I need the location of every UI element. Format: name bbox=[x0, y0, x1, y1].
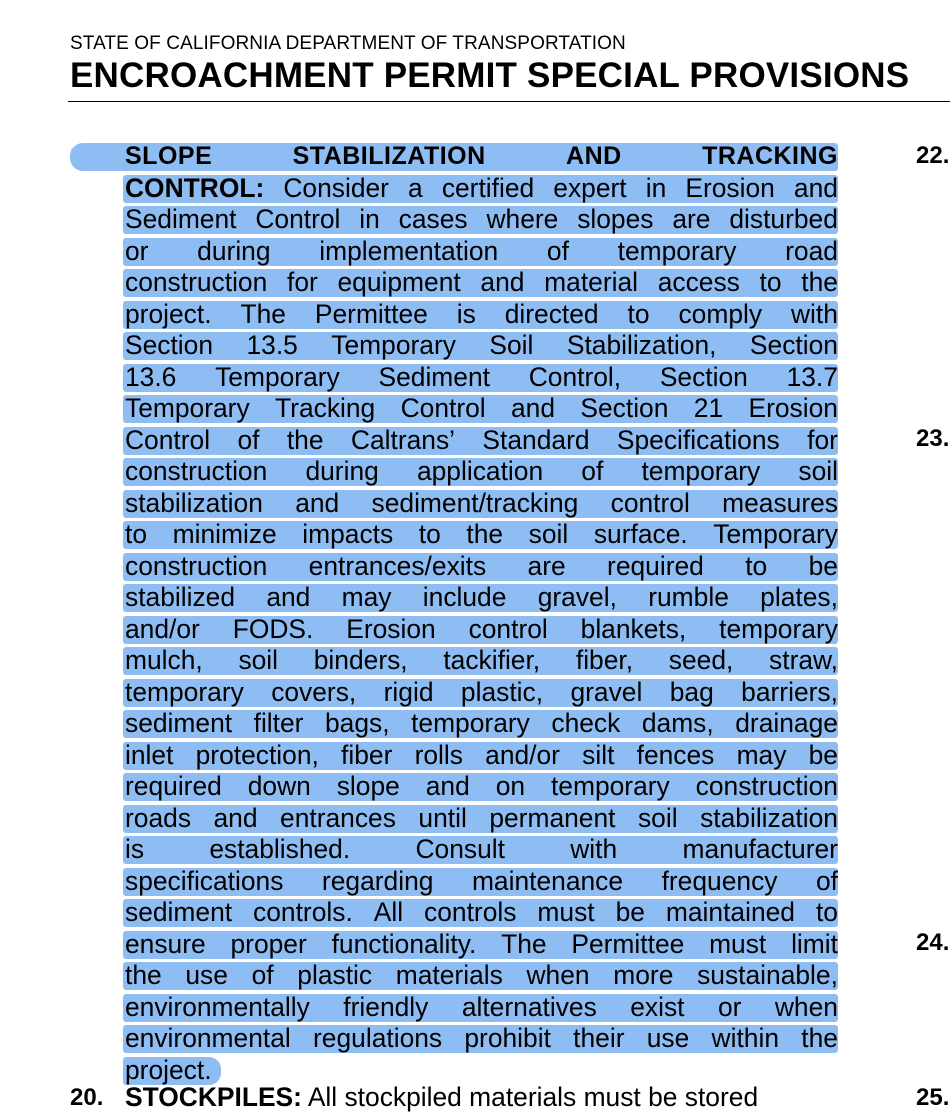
word: sediment bbox=[125, 897, 233, 927]
item-19-heading-line bbox=[125, 141, 838, 173]
word: plastic bbox=[297, 960, 373, 990]
word: Caltrans’ bbox=[350, 424, 456, 455]
item-19-body-line bbox=[125, 771, 838, 803]
word: access bbox=[657, 267, 740, 297]
line-text bbox=[125, 425, 838, 457]
word: Specifications bbox=[616, 424, 780, 455]
word: to bbox=[759, 267, 782, 297]
item-19-body-line bbox=[125, 960, 838, 992]
word: certified bbox=[441, 172, 535, 203]
line-text bbox=[125, 299, 838, 331]
item-19-body-line bbox=[125, 582, 838, 614]
word: more bbox=[613, 960, 674, 990]
word: All bbox=[373, 897, 404, 927]
item-19-body-line bbox=[125, 267, 838, 299]
word: is bbox=[125, 834, 145, 864]
item-19-body-line bbox=[125, 393, 838, 425]
word: or bbox=[125, 235, 149, 266]
word: the bbox=[286, 424, 324, 455]
item-19-body-line bbox=[125, 330, 838, 362]
word: are bbox=[527, 550, 566, 581]
word: STABILIZATION bbox=[292, 142, 486, 170]
word: maintenance bbox=[471, 865, 624, 896]
word: friendly bbox=[343, 991, 429, 1022]
word: and/or bbox=[125, 613, 200, 644]
word: the bbox=[801, 267, 838, 297]
word: must bbox=[537, 897, 595, 927]
word: Sediment bbox=[378, 361, 490, 392]
line-text bbox=[125, 362, 838, 394]
word: may bbox=[341, 582, 392, 612]
line-text bbox=[125, 519, 838, 551]
item-20-paragraph[interactable] bbox=[125, 1082, 838, 1114]
item-19-body-line bbox=[125, 929, 838, 961]
word: to bbox=[418, 519, 441, 549]
word: frequency bbox=[661, 865, 778, 896]
word: rigid bbox=[383, 676, 434, 707]
header-divider bbox=[68, 101, 950, 102]
word: slope bbox=[336, 771, 400, 801]
word: controls. bbox=[253, 897, 353, 927]
word: bag bbox=[669, 676, 714, 707]
word: minimize bbox=[172, 519, 277, 549]
word: use bbox=[185, 960, 228, 990]
word: construction bbox=[695, 771, 838, 801]
word: stabilization bbox=[125, 487, 263, 518]
line-text bbox=[125, 267, 838, 299]
word: Soil bbox=[489, 330, 534, 360]
line-text bbox=[125, 204, 838, 236]
word: rumble bbox=[648, 582, 729, 612]
word: soil bbox=[238, 645, 279, 675]
word: Erosion bbox=[346, 613, 436, 644]
line-text bbox=[125, 897, 838, 929]
word: measures bbox=[722, 487, 838, 518]
word: 13.7 bbox=[786, 361, 838, 392]
word: Section bbox=[659, 361, 748, 392]
line-text bbox=[125, 708, 838, 740]
word: mulch, bbox=[125, 645, 203, 675]
word: Section bbox=[749, 330, 838, 360]
word: of bbox=[251, 960, 274, 990]
word: SLOPE bbox=[125, 142, 213, 170]
word: temporary bbox=[641, 456, 761, 486]
item-19-body-line bbox=[125, 803, 838, 835]
item-19-body-line bbox=[125, 992, 838, 1024]
word: environmental bbox=[125, 1023, 291, 1053]
line-text bbox=[125, 645, 838, 677]
word: soil bbox=[798, 456, 838, 486]
word: cases bbox=[398, 204, 468, 234]
word: Control bbox=[255, 204, 341, 234]
word: equipment bbox=[337, 267, 461, 297]
word: must bbox=[709, 928, 767, 959]
word: where bbox=[486, 204, 559, 234]
item-19-body-line bbox=[125, 362, 838, 394]
right-column-number-22: 22. bbox=[916, 142, 950, 169]
word: controls bbox=[424, 897, 517, 927]
word: during bbox=[305, 456, 379, 486]
word: soil bbox=[528, 519, 569, 549]
word: and bbox=[213, 802, 258, 833]
word: rolls bbox=[414, 739, 463, 770]
word: Permittee bbox=[571, 928, 685, 959]
word: protection, bbox=[195, 739, 319, 770]
item-20-text: All stockpiled materials must be stored bbox=[301, 1082, 759, 1112]
right-column-number-23: 23. bbox=[916, 425, 950, 452]
word: for bbox=[807, 424, 838, 455]
item-19-body-line bbox=[125, 551, 838, 583]
word: is bbox=[456, 298, 476, 329]
word: be bbox=[808, 739, 838, 770]
word: material bbox=[544, 267, 639, 297]
word: application bbox=[416, 456, 544, 486]
word: environmentally bbox=[125, 991, 310, 1022]
word: straw, bbox=[769, 645, 838, 675]
word: implementation bbox=[319, 235, 499, 266]
word: use bbox=[646, 1023, 690, 1053]
item-19-paragraph[interactable] bbox=[125, 141, 838, 1086]
word: Control bbox=[400, 393, 486, 423]
line-text bbox=[125, 866, 838, 898]
word: regarding bbox=[321, 865, 434, 896]
word: directed bbox=[504, 298, 599, 329]
word: established. bbox=[209, 834, 351, 864]
word: Temporary bbox=[215, 361, 340, 392]
item-19-body-line bbox=[125, 425, 838, 457]
right-column-number-24: 24. bbox=[916, 929, 950, 956]
word: fences bbox=[636, 739, 715, 770]
word: The bbox=[240, 298, 286, 329]
word: comply bbox=[678, 298, 763, 329]
word: sustainable, bbox=[697, 960, 838, 990]
item-19-body-line bbox=[125, 299, 838, 331]
item-19-body-line bbox=[125, 897, 838, 929]
word: of bbox=[237, 424, 260, 455]
word: slopes bbox=[577, 204, 654, 234]
word: barriers, bbox=[741, 676, 838, 707]
word: the bbox=[125, 960, 162, 990]
word: road bbox=[785, 235, 838, 266]
word: sediment/tracking bbox=[371, 487, 579, 518]
item-19-body-line bbox=[125, 173, 838, 205]
word: their bbox=[573, 1023, 625, 1053]
word: project. bbox=[125, 298, 212, 329]
word: required bbox=[125, 771, 222, 801]
line-text bbox=[125, 456, 838, 488]
word: binders, bbox=[313, 645, 408, 675]
word: roads bbox=[125, 802, 192, 833]
word: entrances bbox=[280, 802, 396, 833]
word: The bbox=[501, 928, 547, 959]
line-text bbox=[125, 1023, 838, 1055]
word: when bbox=[526, 960, 590, 990]
item-20-number: 20. bbox=[70, 1084, 104, 1111]
word: a bbox=[408, 172, 423, 203]
item-19-body-line bbox=[125, 740, 838, 772]
word: construction bbox=[125, 267, 268, 297]
word: silt bbox=[582, 739, 615, 770]
line-text bbox=[125, 330, 838, 362]
word: covers, bbox=[271, 676, 357, 707]
word: prohibit bbox=[464, 1023, 551, 1053]
word: to bbox=[815, 897, 838, 927]
word: drainage bbox=[735, 708, 838, 738]
word: Section bbox=[125, 330, 214, 360]
item-19-body-line bbox=[125, 488, 838, 520]
word: filter bbox=[253, 708, 304, 738]
word: the bbox=[801, 1023, 838, 1053]
item-19-body-line bbox=[125, 708, 838, 740]
word: limit bbox=[791, 928, 838, 959]
word: sediment bbox=[125, 708, 233, 738]
word: and bbox=[511, 393, 556, 423]
item-19-body-line bbox=[125, 519, 838, 551]
word: Consult bbox=[415, 834, 505, 864]
word: temporary bbox=[125, 676, 244, 707]
word: Consider bbox=[283, 172, 389, 203]
word: and bbox=[295, 487, 340, 518]
right-column-number-25: 25. bbox=[916, 1084, 950, 1111]
word: materials bbox=[395, 960, 503, 990]
item-19-body-line bbox=[125, 236, 838, 268]
word: permanent bbox=[489, 802, 616, 833]
item-19-body-line bbox=[125, 456, 838, 488]
word: stabilized bbox=[125, 582, 236, 612]
word: in bbox=[359, 204, 380, 234]
word: for bbox=[286, 267, 318, 297]
word: bags, bbox=[324, 708, 390, 738]
page-title: ENCROACHMENT PERMIT SPECIAL PROVISIONS bbox=[70, 56, 910, 95]
word: with bbox=[790, 298, 838, 329]
word: soil bbox=[637, 802, 678, 833]
line-text bbox=[125, 803, 838, 835]
line-text bbox=[125, 173, 838, 205]
word: stabilization bbox=[700, 802, 838, 833]
word: gravel bbox=[570, 676, 643, 707]
word: Stabilization, bbox=[566, 330, 717, 360]
word: of bbox=[546, 235, 569, 266]
word: temporary bbox=[550, 771, 670, 801]
word: Erosion bbox=[685, 172, 775, 203]
word: impacts bbox=[302, 519, 394, 549]
word: plates, bbox=[760, 582, 838, 612]
word: 21 bbox=[693, 393, 724, 423]
line-text bbox=[125, 488, 838, 520]
line-text bbox=[125, 960, 838, 992]
item-19-body-line bbox=[125, 677, 838, 709]
line-text bbox=[125, 740, 838, 772]
word: TRACKING bbox=[702, 142, 838, 170]
word: and bbox=[793, 172, 838, 203]
line-text bbox=[125, 236, 838, 268]
word: Temporary bbox=[713, 519, 838, 549]
word: of bbox=[581, 456, 604, 486]
word: the bbox=[466, 519, 504, 549]
word: and bbox=[480, 267, 525, 297]
word: proper bbox=[230, 928, 307, 959]
line-text bbox=[125, 992, 838, 1024]
word: within bbox=[711, 1023, 780, 1053]
word: tackifier, bbox=[443, 645, 541, 675]
word: Permittee bbox=[314, 298, 428, 329]
word: Standard bbox=[482, 424, 590, 455]
word: be bbox=[808, 550, 838, 581]
word: Sediment bbox=[125, 204, 237, 234]
word: with bbox=[570, 834, 618, 864]
line-text bbox=[125, 834, 838, 866]
line-text bbox=[125, 582, 838, 614]
word: functionality. bbox=[331, 928, 477, 959]
line-text bbox=[125, 614, 838, 646]
word: are bbox=[672, 204, 711, 234]
line-text bbox=[125, 677, 838, 709]
word: Temporary bbox=[331, 330, 456, 360]
word: temporary bbox=[617, 235, 737, 266]
item-19-body-line bbox=[125, 1023, 838, 1055]
word: Tracking bbox=[275, 393, 376, 423]
word: 13.6 bbox=[125, 361, 177, 392]
word: AND bbox=[566, 142, 622, 170]
word: down bbox=[247, 771, 311, 801]
word: or bbox=[717, 991, 742, 1022]
word: to bbox=[125, 519, 148, 549]
word: Erosion bbox=[748, 393, 838, 423]
word: inlet bbox=[125, 739, 174, 770]
word: fiber bbox=[341, 739, 393, 770]
item-19-body-line bbox=[125, 614, 838, 646]
word: entrances/exits bbox=[308, 550, 487, 581]
word: of bbox=[815, 865, 838, 896]
word: gravel, bbox=[537, 582, 617, 612]
word: Control, bbox=[528, 361, 622, 392]
word: regulations bbox=[313, 1023, 443, 1053]
word: may bbox=[736, 739, 787, 770]
word: maintained bbox=[665, 897, 795, 927]
word: Control bbox=[125, 424, 211, 455]
word: and bbox=[266, 582, 311, 612]
word: to bbox=[627, 298, 650, 329]
word: CONTROL: bbox=[125, 172, 265, 203]
word: specifications bbox=[125, 865, 284, 896]
word: expert bbox=[553, 172, 627, 203]
item-19-body-line bbox=[125, 204, 838, 236]
word: be bbox=[615, 897, 645, 927]
word: alternatives bbox=[461, 991, 597, 1022]
item-19-body-line bbox=[125, 834, 838, 866]
line-text bbox=[125, 551, 838, 583]
word: include bbox=[422, 582, 507, 612]
word: ensure bbox=[125, 928, 206, 959]
word: control bbox=[610, 487, 690, 518]
word: when bbox=[774, 991, 838, 1022]
word: surface. bbox=[593, 519, 688, 549]
word: FODS. bbox=[232, 613, 314, 644]
word: seed, bbox=[668, 645, 734, 675]
word: construction bbox=[125, 456, 268, 486]
word: fiber, bbox=[575, 645, 634, 675]
word: required bbox=[607, 550, 704, 581]
page-header-agency: STATE OF CALIFORNIA DEPARTMENT OF TRANSPORTATION bbox=[70, 33, 626, 54]
word: exist bbox=[630, 991, 685, 1022]
word: manufacturer bbox=[682, 834, 838, 864]
word: in bbox=[645, 172, 667, 203]
line-text bbox=[125, 393, 838, 425]
line-text bbox=[125, 771, 838, 803]
word: 13.5 bbox=[246, 330, 298, 360]
word: temporary bbox=[411, 708, 530, 738]
word: project. bbox=[125, 1054, 212, 1085]
word: construction bbox=[125, 550, 268, 581]
item-20-heading: STOCKPILES: bbox=[125, 1082, 302, 1112]
word: Section bbox=[580, 393, 669, 423]
word: dams, bbox=[641, 708, 714, 738]
word: control bbox=[468, 613, 548, 644]
word: and/or bbox=[485, 739, 560, 770]
item-19-body-line bbox=[125, 645, 838, 677]
line-text bbox=[125, 141, 838, 173]
word: blankets, bbox=[580, 613, 687, 644]
word: check bbox=[551, 708, 621, 738]
word: during bbox=[197, 235, 271, 266]
word: to bbox=[745, 550, 768, 581]
item-19-body-line bbox=[125, 866, 838, 898]
word: and bbox=[425, 771, 470, 801]
word: until bbox=[418, 802, 467, 833]
word: plastic, bbox=[460, 676, 544, 707]
word: disturbed bbox=[729, 204, 838, 234]
line-text bbox=[125, 929, 838, 961]
word: Temporary bbox=[125, 393, 250, 423]
word: on bbox=[495, 771, 526, 801]
word: temporary bbox=[719, 613, 838, 644]
